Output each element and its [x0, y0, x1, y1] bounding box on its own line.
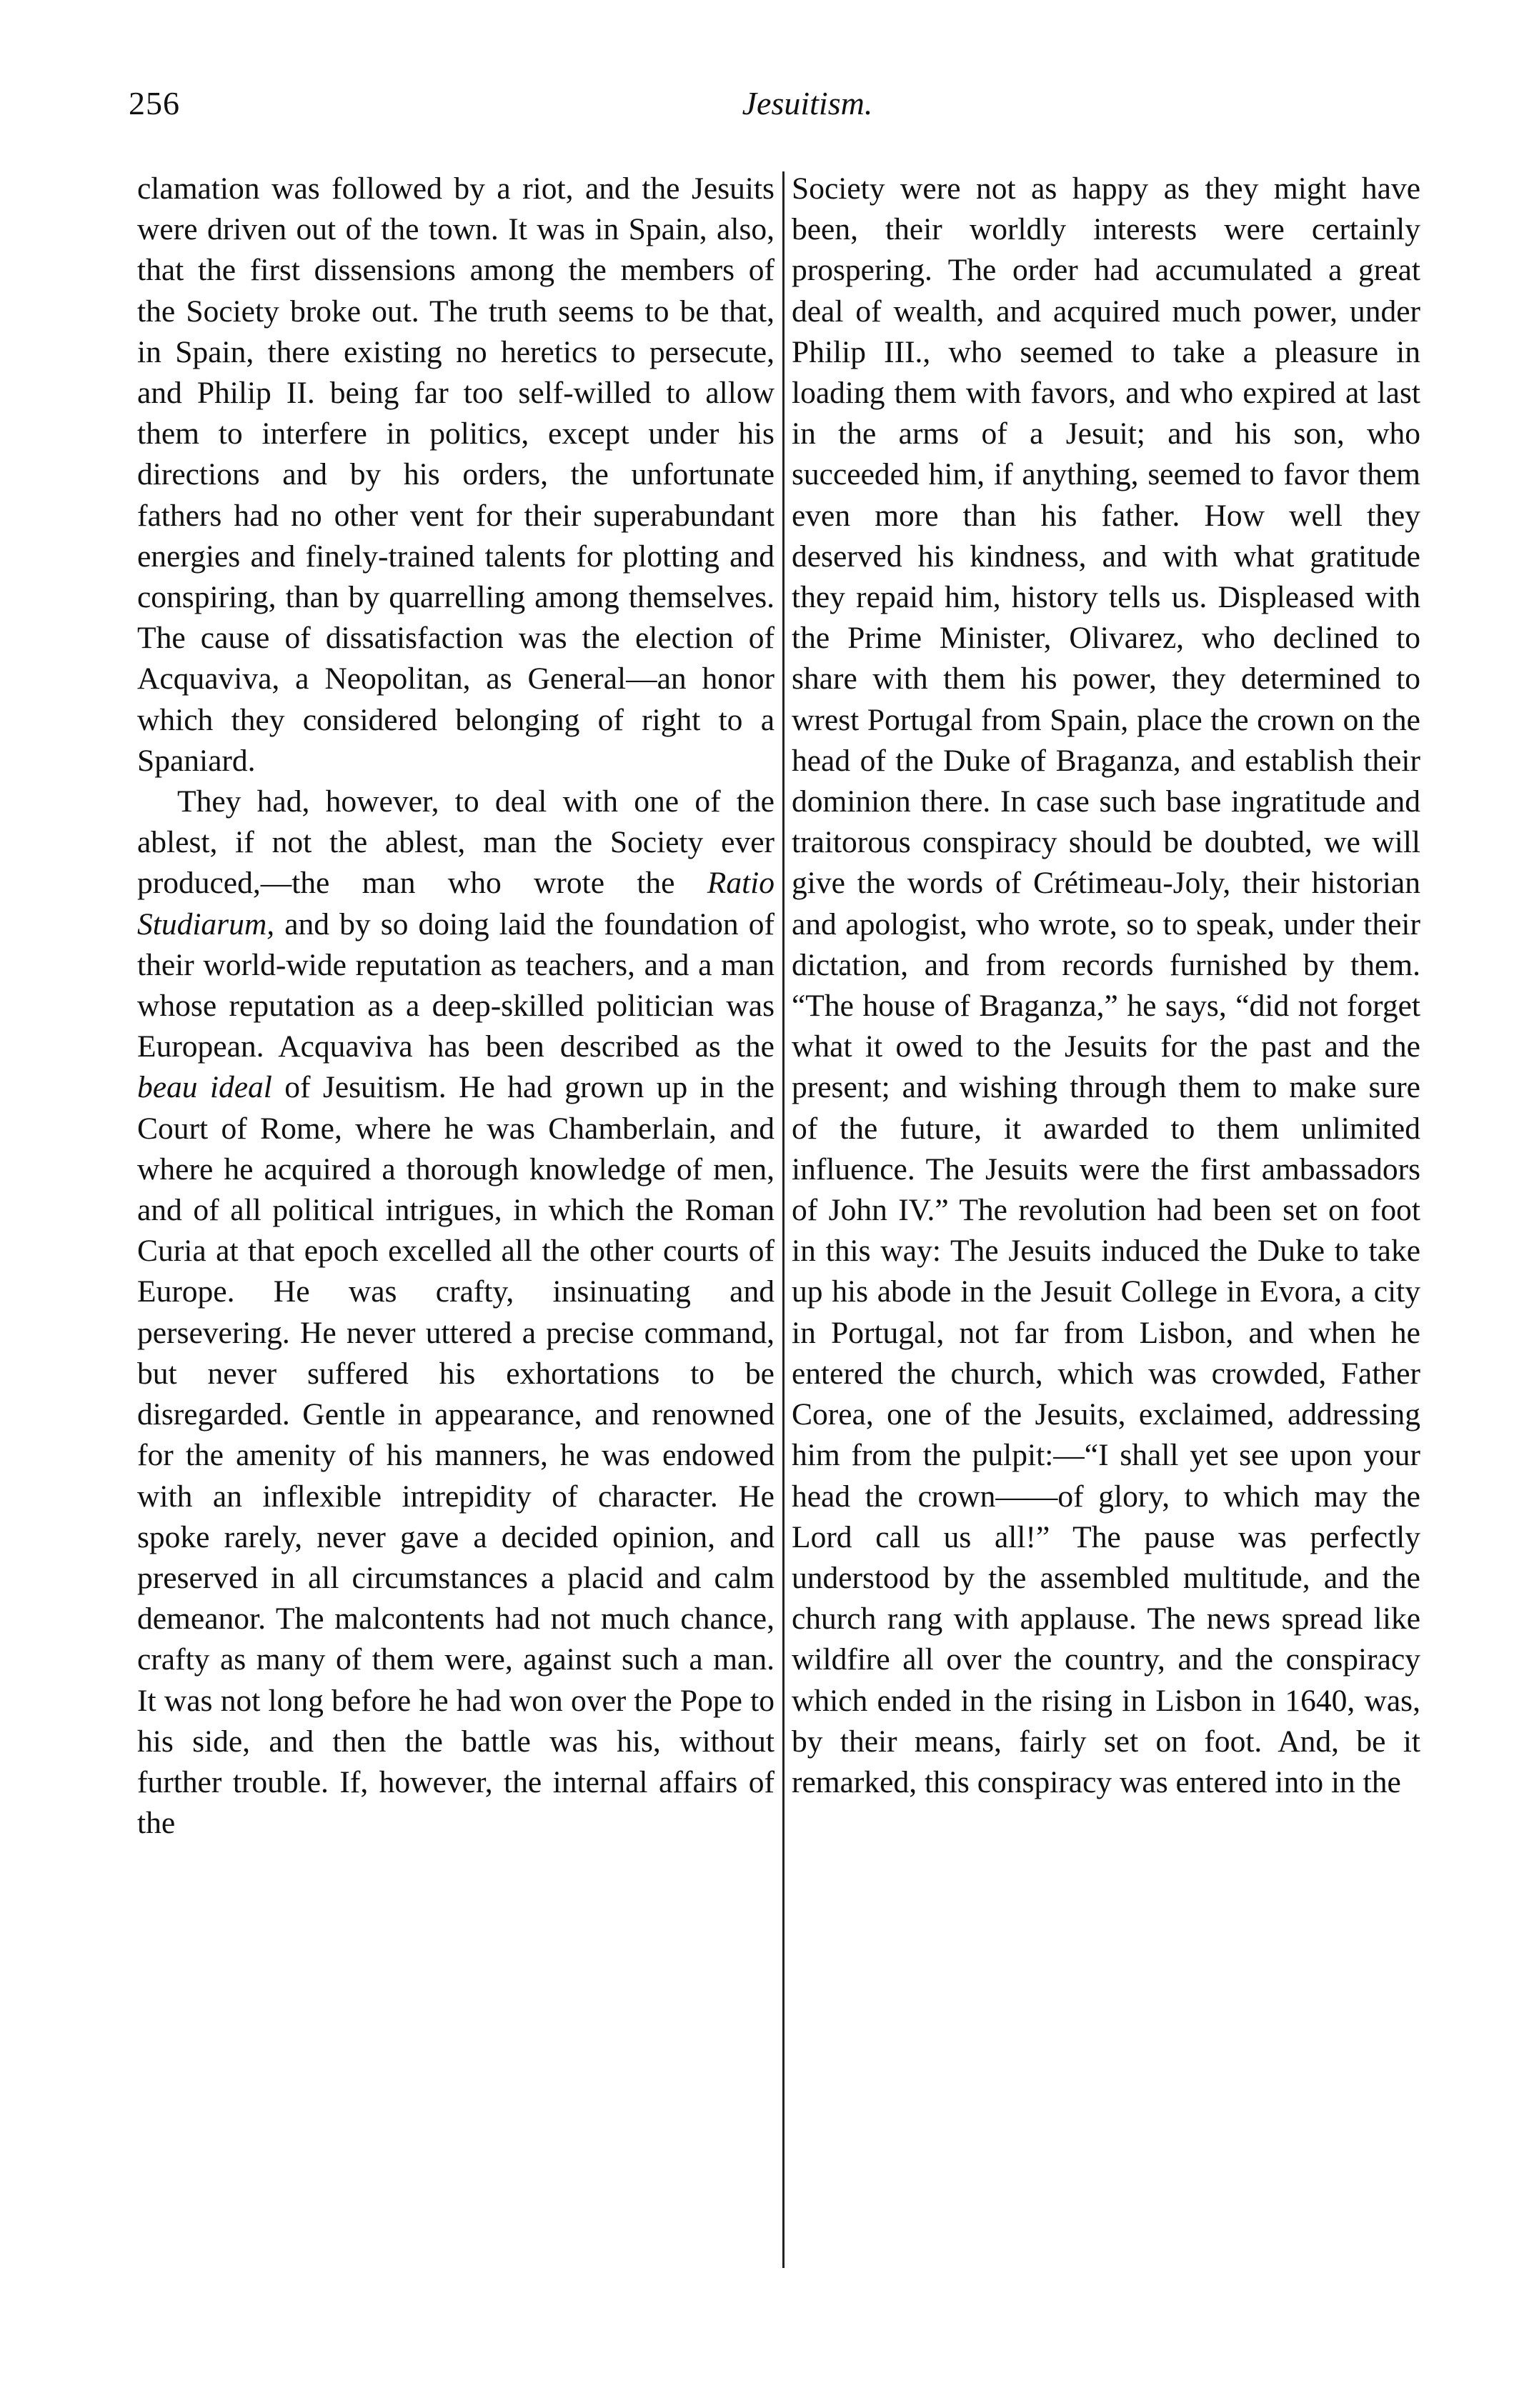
page-number: 256	[129, 85, 180, 121]
left-paragraph-1: clamation was followed by a riot, and the Jesuits were driven out of the town. It was in Spain, also, that the first dissensions among the members of the Society broke out. The truth seems to be that, in Spain, there existing no heretics to persecute, and Philip II. being far too self-willed to allow them to interfere in politics, except under his directions and by his orders, the unfortunate fathers had no other vent for their superabundant energies and finely-trained talents for plotting and conspiring, than by quarrelling among themselves. The cause of dissatisfaction was the election of Acquaviva, a Neopolitan, as General—an honor which they considered belonging of right to a Spaniard.	[137, 171, 775, 778]
right-column	[792, 169, 1420, 1803]
right-paragraph-1: Society were not as happy as they might have been, their worldly interests were certainly prospering. The order had accumulated a great deal of wealth, and acquired much power, under Philip III., who seemed to take a pleasure in loading them with favors, and who expired at last in the arms of a Jesuit; and his son, who succeeded him, if anything, seemed to favor them even more than his father. How well they deserved his kindness, and with what gratitude they repaid him, history tells us. Displeased with the Prime Minister, Olivarez, who declined to share with them his power, they determined to wrest Portugal from Spain, place the crown on the head of the Duke of Braganza, and establish their dominion there. In case such base ingratitude and traitorous conspiracy should be doubted, we will give the words of Crétimeau-Joly, their historian and apologist, who wrote, so to speak, under their dictation, and from records furnished by them. “The house of Braganza,” he says, “did not forget what it owed to the Jesuits for the past and the present; and wishing through them to make sure of the future, it awarded to them unlimited influence. The Jesuits were the first ambassadors of John IV.” The revolution had been set on foot in this way: The Jesuits induced the Duke to take up his abode in the Jesuit College in Evora, a city in Portugal, not far from Lisbon, and when he entered the church, which was crowded, Father Corea, one of the Jesuits, exclaimed, addressing him from the pulpit:—“I shall yet see upon your head the crown——of glory, to which may the Lord call us all!” The pause was perfectly understood by the assembled multitude, and the church rang with applause. The news spread like wildfire all over the country, and the conspiracy which ended in the rising in Lisbon in 1640, was, by their means, fairly set on foot. And, be it remarked, this conspiracy was entered into in the	[792, 171, 1420, 1799]
left-column	[137, 169, 775, 1844]
running-title: Jesuitism.	[742, 85, 873, 121]
ratio-studiarum-italic: Ratio Studiarum,	[137, 866, 775, 941]
paragraph-text: They had, however, to deal with one of the ablest, if not the ablest, man the Society ever produced,—the man who wrote the	[137, 784, 775, 901]
left-paragraph-2	[137, 781, 775, 1844]
column-divider	[782, 171, 785, 2268]
beau-ideal-italic: beau ideal	[137, 1070, 272, 1105]
paragraph-text: and by so doing laid the foundation of their world-wide reputation as teachers, and a man whose reputation as a deep-skilled politician was European. Acquaviva has been described as the	[137, 906, 775, 1064]
paragraph-text: of Jesuitism. He had grown up in the Court of Rome, where he was Chamberlain, and where he acquired a thorough knowledge of men, and of all political intrigues, in which the Roman Curia at that epoch excelled all the other courts of Europe. He was crafty, insinuating and persevering. He never uttered a precise command, but never suffered his exhortations to be disregarded. Gentle in appearance, and renowned for the amenity of his manners, he was endowed with an inflexible intrepidity of character. He spoke rarely, never gave a decided opinion, and preserved in all circumstances a placid and calm demeanor. The malcontents had not much chance, crafty as many of them were, against such a man. It was not long before he had won over the Pope to his side, and then the battle was his, without further trouble. If, however, the internal affairs of the	[137, 1070, 775, 1841]
page-header	[129, 84, 1443, 134]
